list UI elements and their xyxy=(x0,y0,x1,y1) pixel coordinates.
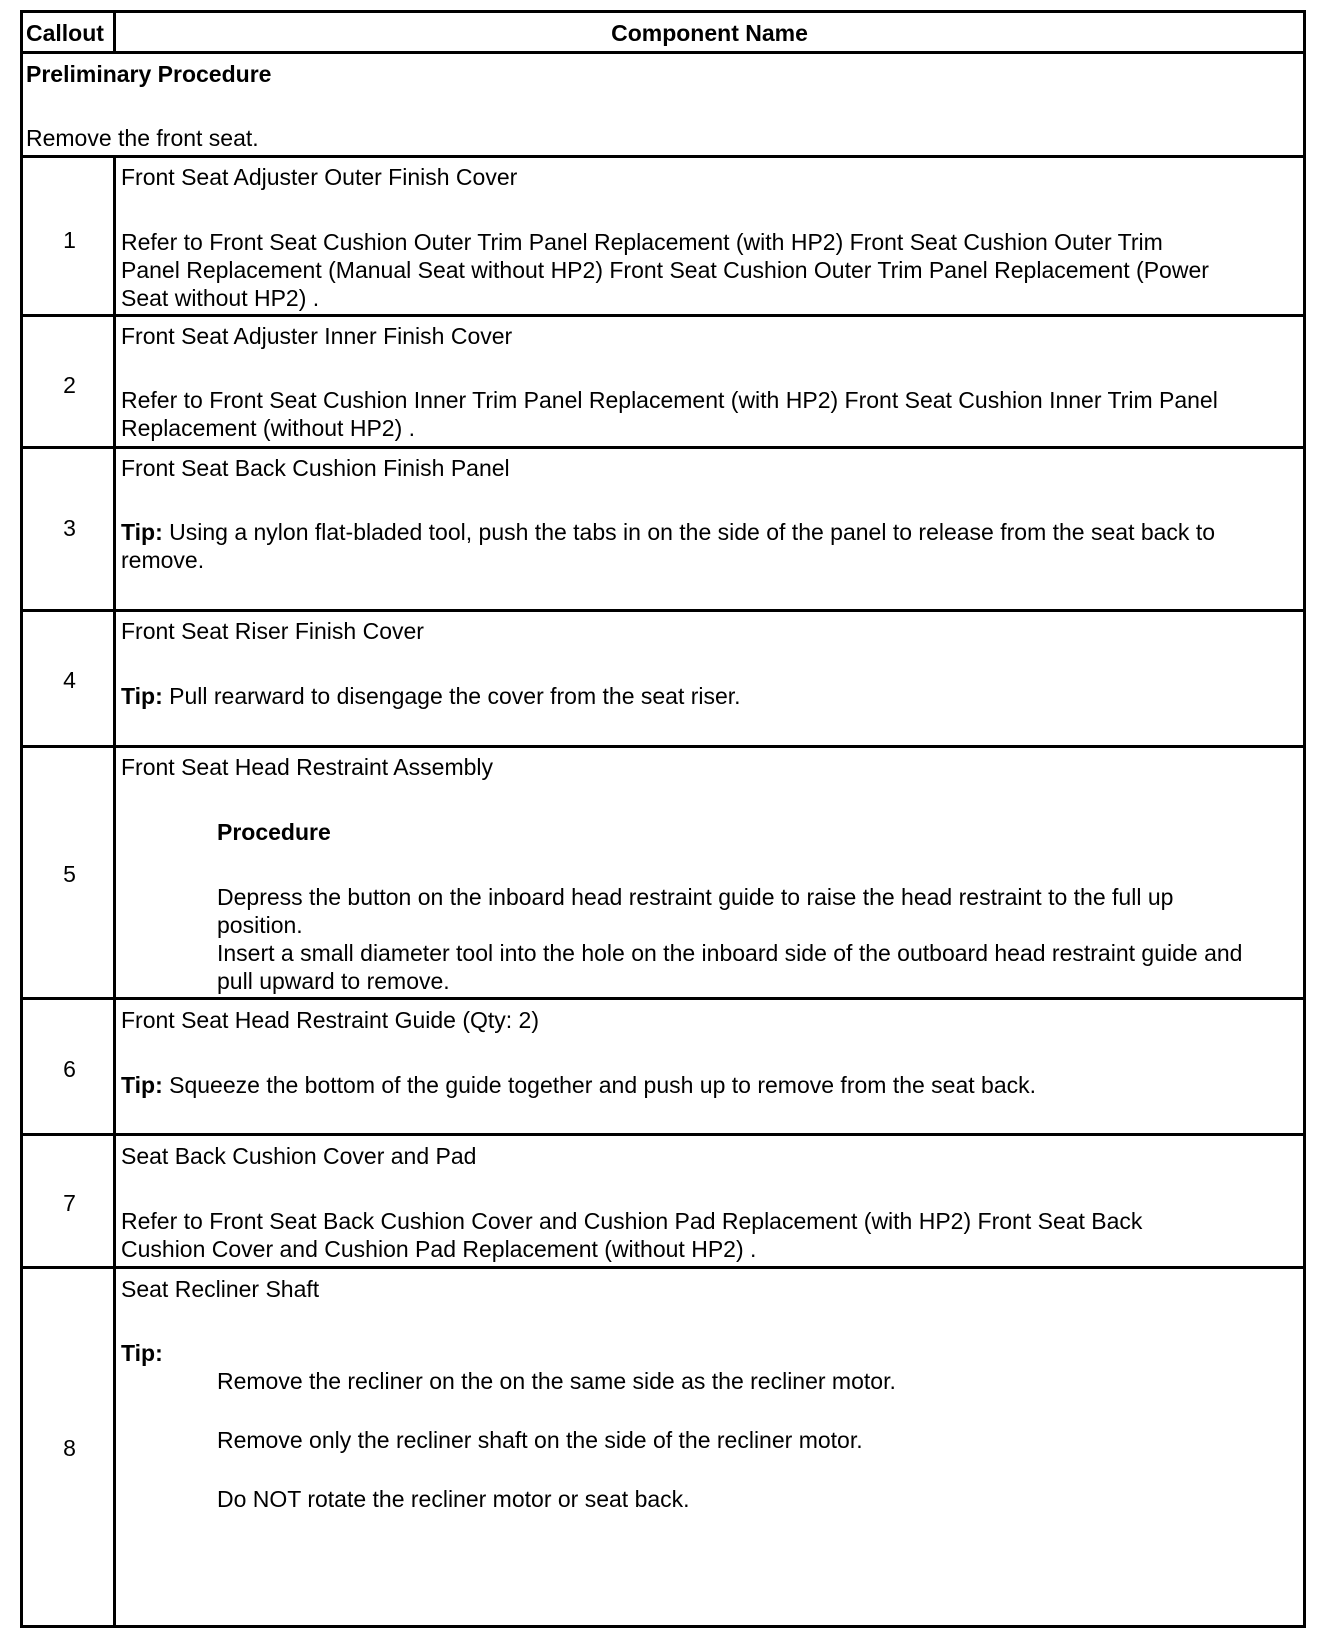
callout-cell-6 xyxy=(20,997,116,1136)
component-cell-3 xyxy=(113,446,1306,612)
callout-cell-7 xyxy=(20,1133,116,1269)
component-title: Seat Recliner Shaft xyxy=(121,1276,320,1302)
header-component-cell xyxy=(113,10,1306,54)
procedure-step: Depress the button on the inboard head restraint guide to raise the head restraint to the full up position. xyxy=(217,884,1174,938)
tip-text: Pull rearward to disengage the cover from the seat riser. xyxy=(162,683,741,709)
tip-label: Tip: xyxy=(121,1072,163,1098)
tip-text: Squeeze the bottom of the guide together and push up to remove from the seat back. xyxy=(162,1072,1037,1098)
component-table xyxy=(20,10,1306,1628)
component-text: Refer to Front Seat Cushion Outer Trim Panel Replacement (with HP2) Front Seat Cushion Outer Trim Panel Replacement (Manual Seat without HP2) Front Seat Cushion Outer Trim Panel Replacement (Power Seat without HP2) . xyxy=(121,229,1209,311)
component-title: Front Seat Head Restraint Guide (Qty: 2) xyxy=(121,1007,540,1033)
preliminary-procedure-cell xyxy=(20,51,1306,158)
callout-number: 3 xyxy=(63,515,76,541)
component-tip xyxy=(121,518,1251,574)
component-cell-8 xyxy=(113,1266,1306,1628)
component-text: Refer to Front Seat Cushion Inner Trim Panel Replacement (with HP2) Front Seat Cushion Inner Trim Panel Replacement (without HP2) . xyxy=(121,387,1218,441)
tip-text: Using a nylon flat-bladed tool, push the tabs in on the side of the panel to release from the seat back to remove. xyxy=(121,519,1216,573)
callout-number: 1 xyxy=(63,227,76,253)
tip-label: Tip: xyxy=(121,683,163,709)
header-callout: Callout xyxy=(26,20,104,46)
callout-cell-8 xyxy=(20,1266,116,1628)
preliminary-text: Remove the front seat. xyxy=(26,125,259,151)
callout-cell-4 xyxy=(20,609,116,748)
callout-cell-2 xyxy=(20,314,116,449)
tip-item: Remove the recliner on the on the same side as the recliner motor. xyxy=(217,1368,896,1394)
component-tip xyxy=(121,1071,1036,1100)
procedure-label: Procedure xyxy=(217,819,331,845)
callout-number: 5 xyxy=(63,861,76,887)
component-cell-1 xyxy=(113,155,1306,317)
callout-number: 7 xyxy=(63,1190,76,1216)
component-title: Front Seat Adjuster Outer Finish Cover xyxy=(121,164,518,190)
component-title: Front Seat Adjuster Inner Finish Cover xyxy=(121,323,513,349)
header-component-name: Component Name xyxy=(611,20,808,46)
callout-number: 8 xyxy=(63,1435,76,1461)
component-cell-2 xyxy=(113,314,1306,449)
component-cell-7 xyxy=(113,1133,1306,1269)
preliminary-title: Preliminary Procedure xyxy=(26,61,272,87)
component-title: Front Seat Back Cushion Finish Panel xyxy=(121,455,510,481)
procedure-step: Insert a small diameter tool into the hole on the inboard side of the outboard head restraint guide and pull upward to remove. xyxy=(217,940,1243,994)
tip-label: Tip: xyxy=(121,1340,163,1366)
callout-cell-1 xyxy=(20,155,116,317)
header-callout-cell xyxy=(20,10,116,54)
component-title: Front Seat Head Restraint Assembly xyxy=(121,754,493,780)
component-title: Seat Back Cushion Cover and Pad xyxy=(121,1143,477,1169)
tip-item: Do NOT rotate the recliner motor or seat back. xyxy=(217,1486,690,1512)
callout-number: 6 xyxy=(63,1056,76,1082)
callout-cell-5 xyxy=(20,745,116,1000)
callout-number: 2 xyxy=(63,372,76,398)
component-cell-4 xyxy=(113,609,1306,748)
component-text: Refer to Front Seat Back Cushion Cover and Cushion Pad Replacement (with HP2) Front Seat Back Cushion Cover and Cushion Pad Replacement (without HP2) . xyxy=(121,1208,1143,1262)
component-title: Front Seat Riser Finish Cover xyxy=(121,618,424,644)
callout-number: 4 xyxy=(63,667,76,693)
tip-item: Remove only the recliner shaft on the side of the recliner motor. xyxy=(217,1427,863,1453)
component-cell-6 xyxy=(113,997,1306,1136)
component-tip xyxy=(121,682,741,711)
callout-cell-3 xyxy=(20,446,116,612)
component-cell-5 xyxy=(113,745,1306,1000)
tip-label: Tip: xyxy=(121,519,163,545)
